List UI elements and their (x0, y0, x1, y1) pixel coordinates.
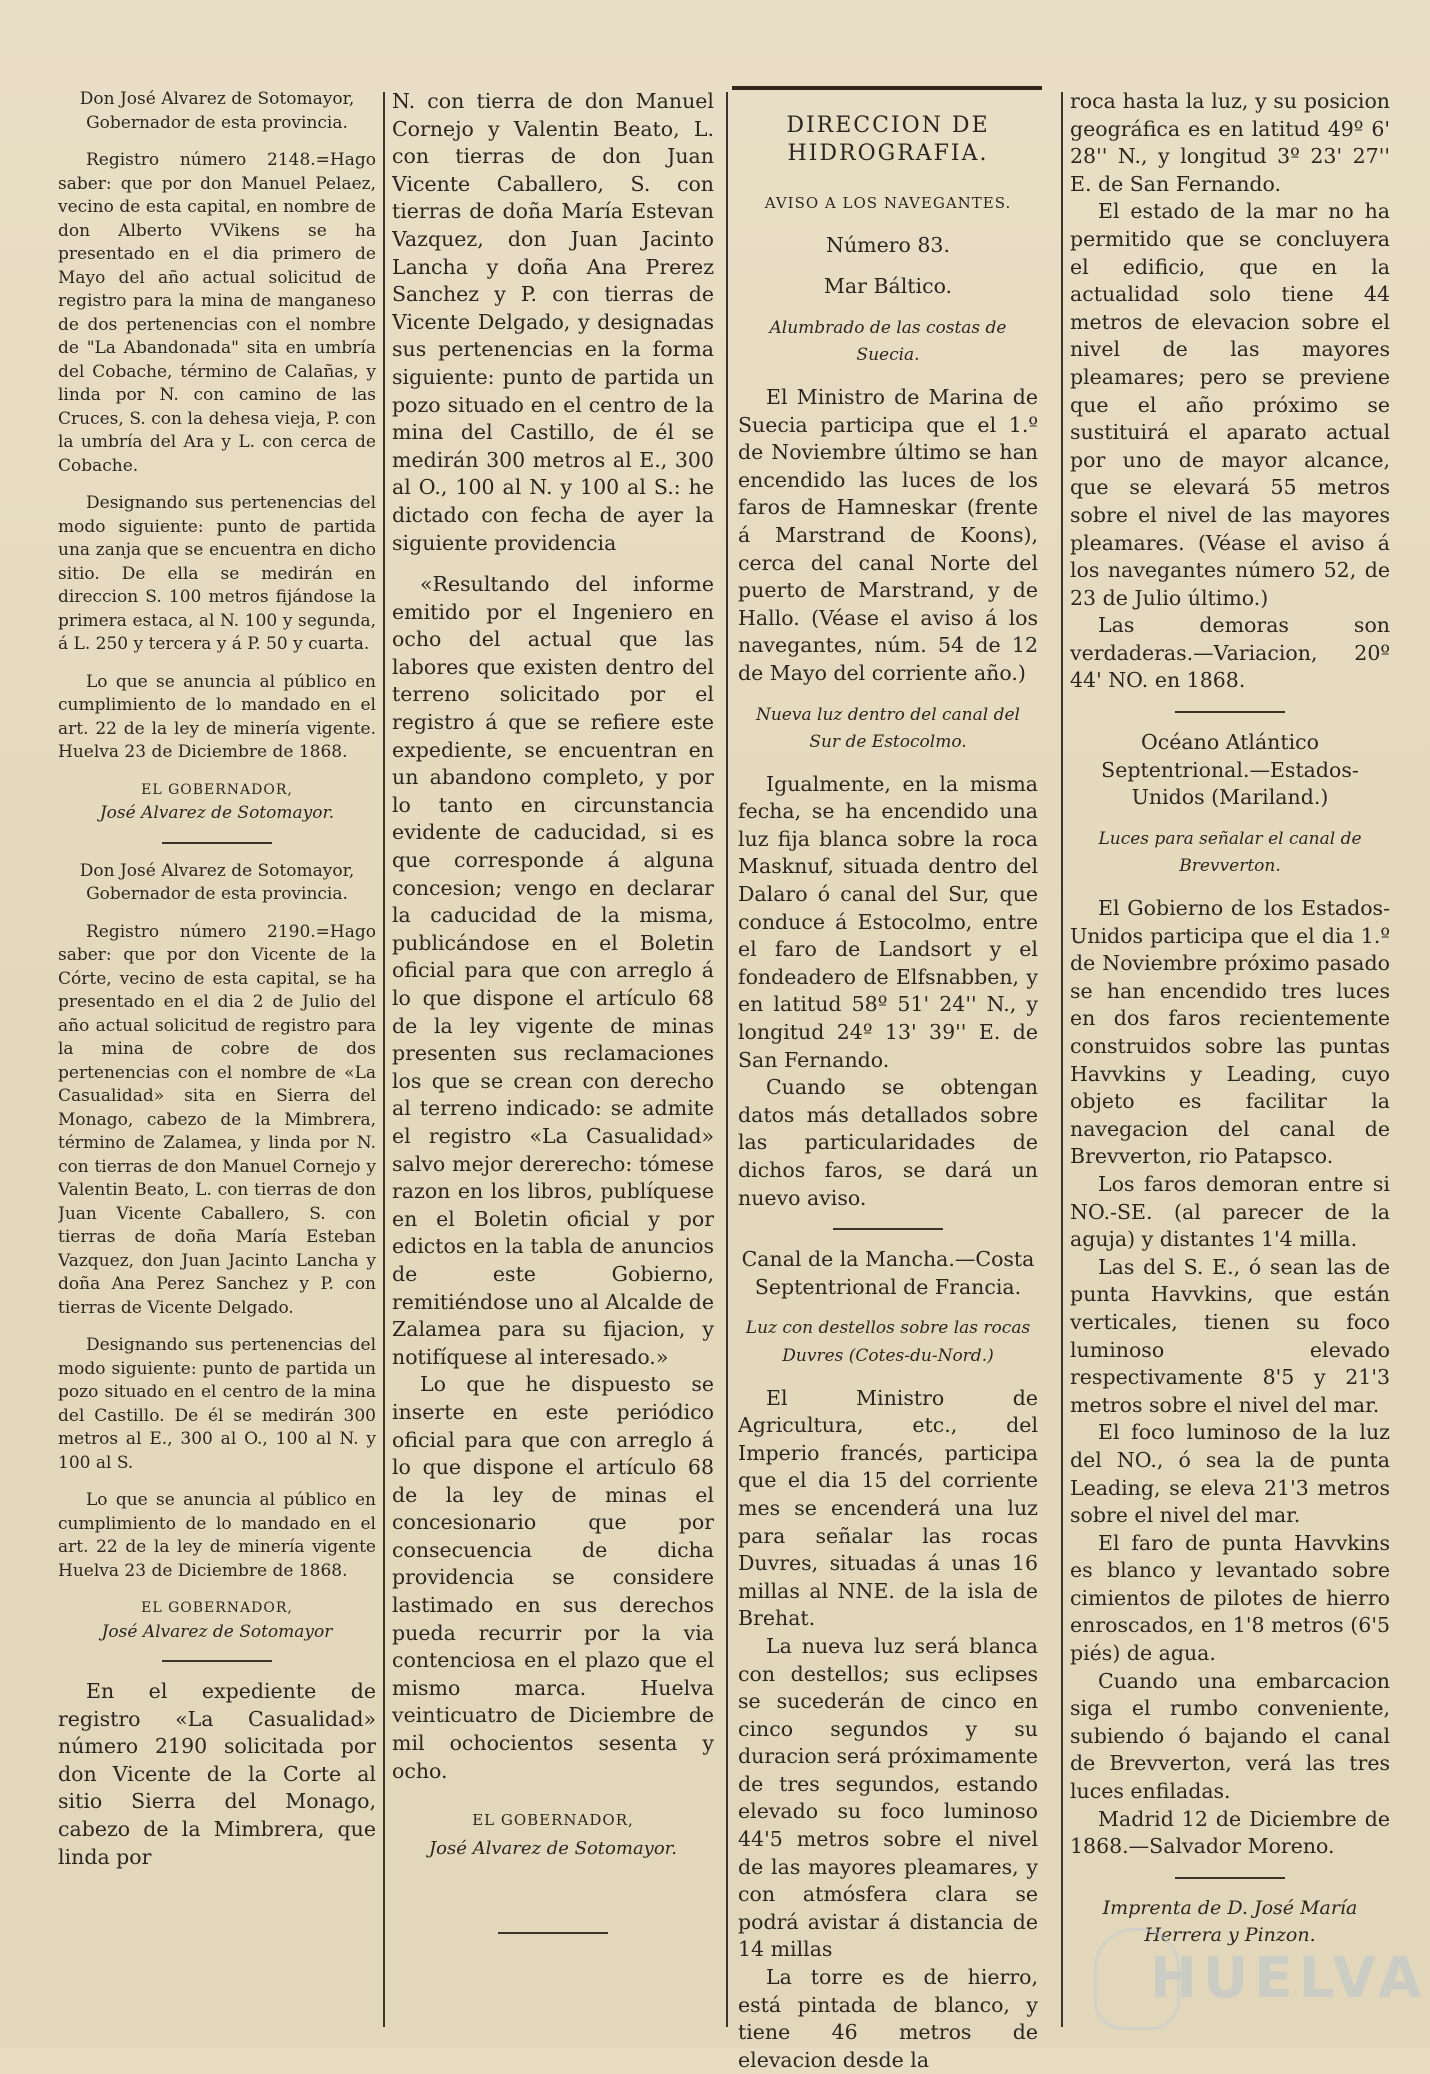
divider (162, 1660, 272, 1662)
pertenencias-text: Designando sus pertenencias del modo siguiente: punto de partida una zanja que se encuentra en dicho sitio. De ella se medirán en direccion S. 100 metros fijándose la primera estaca, al N. 100 y segunda, á L. 250 y tercera y á P. 50 y cuarta. (58, 493, 376, 654)
anuncio-text: Lo que se anuncia al público en cumplimiento de lo mandado en el art. 22 de la ley de minería vigente. Huelva 23 de Diciembre de 1868. (58, 671, 376, 762)
section-top-rule (732, 86, 1042, 90)
imprenta-credit: Imprenta de D. José María Herrera y Pinzon. (1102, 1896, 1358, 1947)
column-2 (392, 88, 714, 1950)
madrid-date-text: Madrid 12 de Diciembre de 1868.—Salvador Moreno. (1070, 1806, 1390, 1859)
aviso-heading: AVISO A LOS NAVEGANTES. (764, 194, 1012, 212)
column-1 (58, 88, 376, 1871)
duvres-text: El Ministro de Agricultura, etc., del Imperio francés, participa que el dia 15 del corriente mes se encenderá una luz para señalar las rocas Duvres, situadas á unas 16 millas al NNE. de la isla de Brehat. (738, 1385, 1038, 1631)
header-governor: Don José Alvarez de Sotomayor, (79, 89, 355, 109)
providencia-text: «Resultando del informe emitido por el Ingeniero en ocho del actual que las labores que existen dentro del terreno solicitado por el registro á que se refiere este expediente, se encuentran en un abandono completo, y por lo tanto en circunstancia evidente de caducidad, si es que corresponde á alguna concesion; vengo en declarar la caducidad de la misma, publicándose en el Boletin oficial para que con arreglo á lo que dispone el artículo 68 de la ley vigente de minas presenten sus reclamaciones los que se crean con derecho al terreno indicado: se admite el registro «La Casualidad» salvo mejor dererecho: tómese razon en los libros, publíquese en el Boletin oficial y por edictos en la tabla de anuncios de este Gobierno, remitiéndose uno al Alcalde de Zalamea para su fijacion, y notifíquese al interesado.» (392, 572, 714, 1369)
estados-unidos-text: El Gobierno de los Estados-Unidos participa que el dia 1.º de Noviembre próximo pasado se han encendido tres luces en dos faros recientemente construidos sobre las puntas Havvkins y Leading, cuyo objeto es facilitar la navegacion del canal de Brevverton, rio Patapsco. (1070, 896, 1390, 1169)
header-governor: Don José Alvarez de Sotomayor, (79, 860, 355, 881)
signature-label: EL GOBERNADOR, (141, 1600, 293, 1616)
registro-2148-text: Registro número 2148.=Hago saber: que por don Manuel Pelaez, vecino de esta capital, en nombre de don Alberto VVikens se ha presentado en el dia primero de Mayo del año actual solicitud de registro para la mina de manganeso de dos pertenencias con el nombre de "La Abandonada" sita en umbría del Cobache, término de Calañas, y linda por N. con camino de las Cruces, S. con la dehesa vieja, P. con la umbría del Ara y L. con cerca de Cobache. (58, 150, 376, 476)
oceano-heading: Océano Atlántico Septentrional.—Estados-Unidos (Mariland.) (1101, 730, 1359, 810)
mar-heading: Mar Báltico. (823, 274, 953, 299)
subheading: Nueva luz dentro del canal del Sur de Estocolmo. (755, 704, 1020, 753)
column-rule (1061, 92, 1063, 2027)
embarcacion-text: Cuando una embarcacion siga el rumbo conveniente, subiendo ó bajando el canal de Brevverton, verá las tres luces enfiladas. (1070, 1668, 1390, 1804)
estado-mar-text: El estado de la mar no ha permitido que se concluyera el edificio, que en la actualidad solo tiene 44 metros de elevacion sobre el nivel de las mayores pleamares; pero se previene que el año próximo se sustituirá el aparato actual por uno de mayor alcance, que se elevará 55 metros sobre el nivel de las mayores pleamares. (Véase el aviso á los navegantes número 52, de 23 de Julio último.) (1070, 199, 1390, 610)
leading-text: El foco luminoso de la luz del NO., ó sea la de punta Leading, se eleva 21'3 metros sobre el nivel del mar. (1070, 1420, 1390, 1528)
havvkins-text: Las del S. E., ó sean las de punta Havvkins, que están verticales, tienen su foco luminoso elevado respectivamente 8'5 y 21'3 metros sobre el nivel del mar. (1070, 1254, 1390, 1417)
column-3 (738, 112, 1038, 2074)
divider (162, 842, 272, 844)
demoras-text: Las demoras son verdaderas.—Variacion, 20º 44' NO. en 1868. (1070, 613, 1390, 693)
pertenencias-text: Designando sus pertenencias del modo siguiente: punto de partida un pozo situado en el centro de la mina del Castillo. De él se medirán 300 metros al E., 300 al O., 100 al N. y 100 al S. (58, 1335, 376, 1473)
faros-text: Los faros demoran entre si NO.-SE. (al parecer de la aguja) y distantes 1'4 milla. (1070, 1171, 1390, 1252)
anuncio-text: Lo que se anuncia al público en cumplimiento de lo mandado en el art. 22 de la ley de minería vigente Huelva 23 de Diciembre de 1868. (58, 1490, 376, 1581)
divider (1175, 1877, 1285, 1879)
header-governor-title: Gobernador de esta provincia. (86, 112, 348, 133)
subheading: Alumbrado de las costas de Suecia. (769, 317, 1007, 366)
expediente-continuation: N. con tierra de don Manuel Cornejo y Valentin Beato, L. con tierras de don Juan Vicente Caballero, S. con tierras de doña María Estevan Vazquez, don Juan Jacinto Lancha y doña Ana Prerez Sanchez y P. con tierras de Vicente Delgado, y designadas sus pertenencias en la forma siguiente: punto de partida un pozo situado en el centro de la mina del Castillo, de él se medirán 300 metros al E., 300 al O., 100 al N. y 100 al S.: he dictado con fecha de ayer la siguiente providencia (392, 89, 714, 555)
expediente-text: En el expediente de registro «La Casualidad» número 2190 solicitada por don Vicente de la Corte al sitio Sierra del Monago, cabezo de la Mimbrera, que linda por (58, 1679, 376, 1869)
numero-heading: Número 83. (826, 232, 950, 257)
signature-name: José Alvarez de Sotomayor. (99, 803, 335, 823)
divider (498, 1932, 608, 1934)
signature-label: EL GOBERNADOR, (472, 1811, 634, 1830)
column-4 (1070, 88, 1390, 1950)
divider (833, 1228, 943, 1230)
signature-name: José Alvarez de Sotomayor (101, 1621, 333, 1642)
suecia-text: El Ministro de Marina de Suecia participa que el 1.º de Noviembre último se han encendido las luces de los faros de Hamneskar (frente á Marstrand de Koons), cerca del canal Norte del puerto de Marstrand, y de Hallo. (Véase el aviso á los navegantes, núm. 54 de 12 de Mayo del corriente año.) (738, 384, 1038, 685)
column-rule (383, 92, 385, 2027)
estocolmo-text: Igualmente, en la misma fecha, se ha encendido una luz fija blanca sobre la roca Masknuf, situada dentro del Dalaro ó canal del Sur, que conduce á Estocolmo, entre el faro de Landsort y el fondeadero de Elfsnabben, y en latitud 58º 51' 24'' N., y longitud 24º 13' 39'' E. de San Fernando. (738, 771, 1038, 1072)
column-rule (726, 92, 728, 2027)
section-title: DIRECCION DE HIDROGRAFIA. (786, 113, 990, 166)
subheading: Luz con destellos sobre las rocas Duvres (Cotes-du-Nord.) (745, 1318, 1031, 1366)
header-governor-title: Gobernador de esta provincia. (86, 884, 348, 904)
datos-text: Cuando se obtengan datos más detallados sobre las particularidades de dichos faros, se dará un nuevo aviso. (738, 1075, 1038, 1210)
nueva-luz-text: La nueva luz será blanca con destellos; sus eclipses se sucederán de cinco en cinco segundos y su duracion será próximamente de tres segundos, estando elevado su foco luminoso 44'5 metros sobre el nivel de las mayores pleamares, y con atmósfera clara se podrá avistar á distancia de 14 millas (738, 1633, 1038, 1962)
dispuesto-text: Lo que he dispuesto se inserte en este periódico oficial para que con arreglo á lo que dispone el artículo 68 de la ley de minas el concesionario que por consecuencia de dicha providencia se considere lastimado en sus derechos pueda recurrir por la via contenciosa en el plazo que el mismo marca. Huelva veinticuatro de Diciembre de mil ochocientos sesenta y ocho. (392, 1372, 714, 1783)
faro-punta-text: El faro de punta Havvkins es blanco y levantado sobre cimientos de pilotes de hierro enroscados, en 1'8 metros (6'5 piés) de agua. (1070, 1530, 1390, 1666)
duvres-continuation: roca hasta la luz, y su posicion geográfica es en latitud 49º 6' 28'' N., y longitud 3º 23' 27'' E. de San Fernando. (1070, 89, 1390, 196)
registro-2190-text: Registro número 2190.=Hago saber: que por don Vicente de la Córte, vecino de esta capital, se ha presentado en el dia 2 de Julio del año actual solicitud de registro para la mina de cobre de dos pertenencias con el nombre de «La Casualidad» sita en Sierra del Monago, cabezo de la Mimbrera, término de Zalamea, y linda por N. con tierras de don Manuel Cornejo y Valentin Beato, L. con tierras de don Juan Vicente Caballero, S. con tierras de doña María Esteban Vazquez, don Juan Jacinto Lancha y doña Ana Perez Sanchez y P. con tierras de Vicente Delgado. (58, 921, 376, 1318)
canal-heading: Canal de la Mancha.—Costa Septentrional de Francia. (741, 1247, 1035, 1299)
divider (1175, 711, 1285, 713)
torre-text: La torre es de hierro, está pintada de blanco, y tiene 46 metros de elevacion desde la (738, 1965, 1038, 2072)
signature-label: EL GOBERNADOR, (141, 781, 293, 798)
subheading: Luces para señalar el canal de Brevverton. (1098, 828, 1362, 877)
library-stamp: HUELVA (1150, 1946, 1428, 2011)
signature-name: José Alvarez de Sotomayor. (428, 1837, 678, 1859)
